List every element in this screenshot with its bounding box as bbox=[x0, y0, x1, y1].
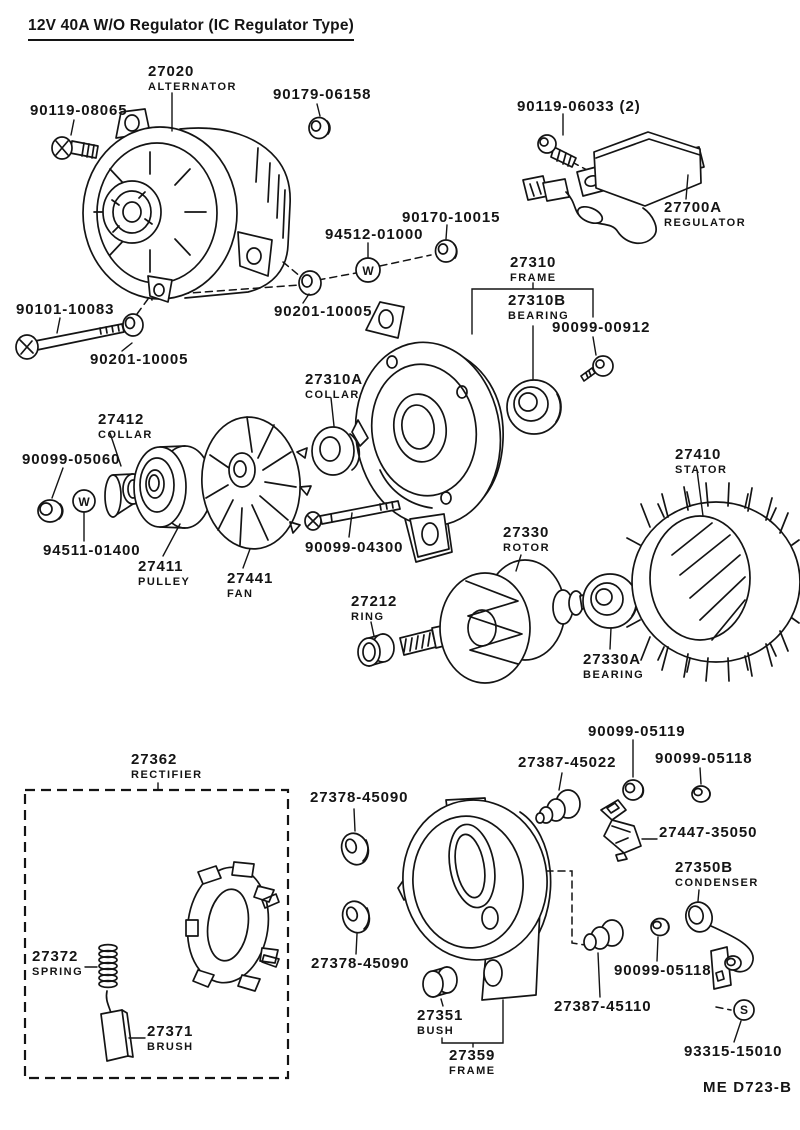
part-label-27371 bbox=[147, 1024, 194, 1053]
part-caption: CONDENSER bbox=[675, 877, 759, 889]
stator-27410 bbox=[627, 483, 800, 681]
part-label-90099-05118-b bbox=[614, 963, 712, 979]
part-caption: ROTOR bbox=[503, 542, 551, 554]
part-label-90179-06158 bbox=[273, 87, 371, 103]
part-number: 27020 bbox=[148, 63, 195, 80]
part-label-27411 bbox=[138, 559, 190, 588]
insulator-27387-45022 bbox=[536, 790, 580, 823]
nut-90170-10015 bbox=[436, 240, 457, 262]
part-label-27330 bbox=[503, 525, 550, 554]
part-number: 27700A bbox=[664, 199, 722, 216]
part-number: 94512-01000 bbox=[325, 226, 424, 243]
part-caption: FAN bbox=[227, 588, 254, 600]
part-label-90099-05060 bbox=[22, 452, 120, 468]
brush-27371 bbox=[101, 991, 133, 1061]
part-label-94511-01400 bbox=[43, 543, 141, 559]
part-label-90170-10015 bbox=[402, 210, 500, 226]
part-label-27351 bbox=[417, 1008, 463, 1037]
part-number: 90099-05118 bbox=[655, 750, 753, 767]
part-caption: BEARING bbox=[508, 310, 570, 322]
part-number: 90119-08065 bbox=[30, 102, 128, 119]
part-label-94512-01000 bbox=[325, 227, 423, 243]
part-label-90119-08065 bbox=[30, 103, 128, 119]
part-number: 27330 bbox=[503, 524, 550, 541]
part-label-27362 bbox=[131, 752, 203, 781]
screw-symbol-93315-15010 bbox=[734, 1000, 754, 1020]
part-number: 27387-45110 bbox=[554, 998, 652, 1015]
part-caption: COLLAR bbox=[305, 389, 360, 401]
grommet-27378-45090-upper bbox=[337, 830, 372, 869]
part-label-27310B bbox=[508, 293, 569, 322]
part-label-90201-10005-b bbox=[90, 352, 188, 368]
part-number: 90101-10083 bbox=[16, 301, 115, 318]
alternator-drawing bbox=[83, 109, 290, 302]
part-caption: BUSH bbox=[417, 1025, 455, 1037]
part-number: 90099-04300 bbox=[305, 539, 404, 556]
part-label-27410 bbox=[675, 447, 727, 476]
part-number: 27362 bbox=[131, 751, 178, 768]
part-number: 27372 bbox=[32, 948, 79, 965]
part-number: 27310A bbox=[305, 371, 363, 388]
rotor-27330 bbox=[400, 560, 592, 683]
part-label-27378-45090-b bbox=[311, 956, 409, 972]
grommet-27378-45090-lower bbox=[338, 898, 373, 937]
part-number: 27410 bbox=[675, 446, 722, 463]
nut-90099-05060 bbox=[38, 500, 63, 522]
part-number: 27212 bbox=[351, 593, 398, 610]
page-title: 12V 40A W/O Regulator (IC Regulator Type) bbox=[28, 17, 354, 41]
part-number: 93315-15010 bbox=[684, 1043, 783, 1060]
part-label-90099-00912 bbox=[552, 320, 650, 336]
nut-90099-05118-upper bbox=[692, 786, 710, 802]
svg-text:W: W bbox=[362, 264, 374, 278]
part-number: 90099-05119 bbox=[588, 723, 686, 740]
part-caption: FRAME bbox=[449, 1065, 496, 1077]
part-caption: COLLAR bbox=[98, 429, 153, 441]
fan-27441 bbox=[196, 413, 311, 553]
part-label-27212 bbox=[351, 594, 397, 623]
svg-text:W: W bbox=[78, 495, 90, 509]
bearing-27330A bbox=[583, 574, 637, 628]
grommet-90099-05119 bbox=[623, 780, 643, 800]
page-code: ME D723-B bbox=[703, 1079, 793, 1096]
insulator-27387-45110 bbox=[584, 920, 623, 950]
part-label-27387-45110 bbox=[554, 999, 652, 1015]
spring-27372 bbox=[99, 945, 117, 988]
part-label-27700A bbox=[664, 200, 746, 229]
part-number: 27371 bbox=[147, 1023, 194, 1040]
part-label-27441 bbox=[227, 571, 273, 600]
part-caption: SPRING bbox=[32, 966, 84, 978]
part-number: 90201-10005 bbox=[274, 303, 373, 320]
frame-27359-drawing bbox=[395, 793, 555, 1000]
part-label-27387-45022 bbox=[518, 755, 616, 771]
washer-94512-01000 bbox=[356, 258, 380, 282]
part-label-90101-10083 bbox=[16, 302, 114, 318]
svg-text:S: S bbox=[739, 1003, 749, 1017]
part-caption: RECTIFIER bbox=[131, 769, 203, 781]
part-number: 27330A bbox=[583, 651, 641, 668]
part-caption: RING bbox=[351, 611, 385, 623]
frame-27310-drawing bbox=[344, 302, 512, 562]
part-number: 90201-10005 bbox=[90, 351, 189, 368]
part-number: 27411 bbox=[138, 558, 184, 575]
part-label-90099-05119 bbox=[588, 724, 686, 740]
bush-27351 bbox=[423, 967, 457, 997]
part-label-27412 bbox=[98, 412, 153, 441]
part-number: 27387-45022 bbox=[518, 754, 617, 771]
terminal-27447-35050 bbox=[601, 800, 641, 861]
part-number: 27378-45090 bbox=[311, 955, 410, 972]
part-number: 90170-10015 bbox=[402, 209, 501, 226]
part-label-27310 bbox=[510, 255, 557, 284]
screw-90099-00912 bbox=[581, 356, 613, 381]
washer-90201-10005-upper bbox=[299, 271, 321, 295]
part-label-27020 bbox=[148, 64, 237, 93]
part-number: 27378-45090 bbox=[310, 789, 409, 806]
part-number: 90179-06158 bbox=[273, 86, 372, 103]
part-number: 27412 bbox=[98, 411, 145, 428]
part-number: 90099-05060 bbox=[22, 451, 121, 468]
washer-90201-10005-lower bbox=[123, 314, 143, 336]
part-label-27372 bbox=[32, 949, 83, 978]
part-label-90099-05118-a bbox=[655, 751, 753, 767]
part-label-27447-35050 bbox=[659, 825, 757, 841]
part-number: 27359 bbox=[449, 1047, 496, 1064]
part-number: 27350B bbox=[675, 859, 733, 876]
nut-90099-05118-lower bbox=[651, 919, 669, 936]
part-caption: PULLEY bbox=[138, 576, 191, 588]
part-label-27310A bbox=[305, 372, 363, 401]
bearing-27310B bbox=[507, 380, 561, 434]
part-caption: BEARING bbox=[583, 669, 645, 681]
part-caption: STATOR bbox=[675, 464, 728, 476]
bolt-90099-04300 bbox=[305, 501, 400, 530]
part-number: 27310B bbox=[508, 292, 566, 309]
part-label-27330A bbox=[583, 652, 644, 681]
rectifier-27362-drawing bbox=[180, 862, 279, 991]
collar-27310A bbox=[312, 427, 359, 475]
part-number: 27447-35050 bbox=[659, 824, 758, 841]
part-number: 90119-06033 (2) bbox=[517, 98, 641, 115]
part-label-90099-04300 bbox=[305, 540, 403, 556]
ring-27212 bbox=[358, 634, 394, 666]
pulley-27411 bbox=[134, 446, 212, 528]
part-label-27378-45090-a bbox=[310, 790, 408, 806]
washer-94511-01400 bbox=[73, 490, 95, 512]
part-label-90201-10005-a bbox=[274, 304, 372, 320]
part-number: 27310 bbox=[510, 254, 557, 271]
part-number: 27441 bbox=[227, 570, 274, 587]
part-label-27359 bbox=[449, 1048, 496, 1077]
bolt-90119-08065 bbox=[52, 137, 98, 159]
part-number: 94511-01400 bbox=[43, 542, 141, 559]
part-number: 90099-05118 bbox=[614, 962, 712, 979]
part-caption: FRAME bbox=[510, 272, 557, 284]
part-caption: ALTERNATOR bbox=[148, 81, 237, 93]
part-label-27350B bbox=[675, 860, 759, 889]
part-label-93315-15010 bbox=[684, 1044, 782, 1060]
nut-90179-06158 bbox=[309, 118, 330, 139]
part-number: 27351 bbox=[417, 1007, 464, 1024]
part-label-90119-06033 bbox=[517, 99, 641, 115]
part-number: 90099-00912 bbox=[552, 319, 651, 336]
part-caption: REGULATOR bbox=[664, 217, 747, 229]
part-caption: BRUSH bbox=[147, 1041, 194, 1053]
